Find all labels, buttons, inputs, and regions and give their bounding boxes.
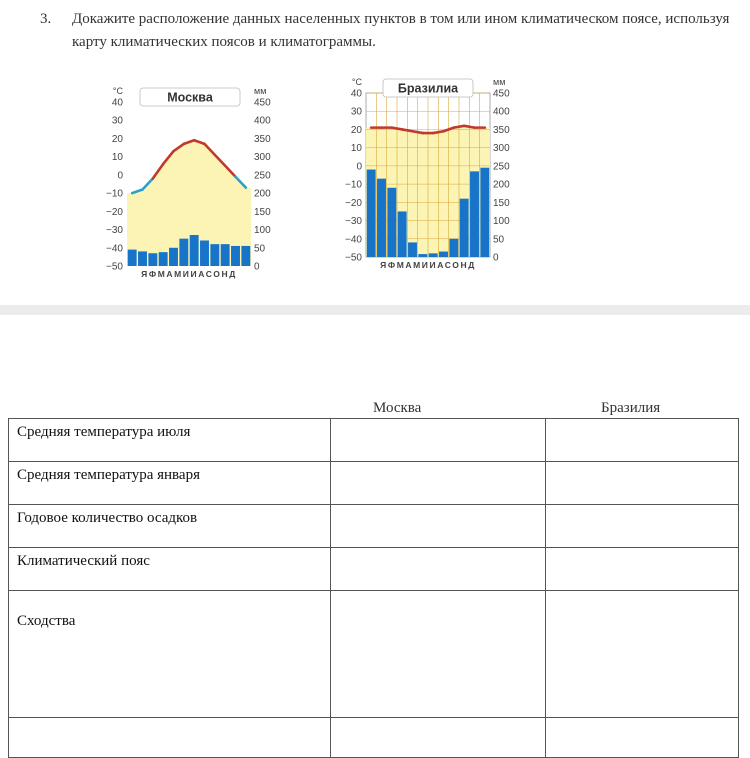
row-label: Средняя температура июля: [9, 419, 331, 462]
precipitation-tick-label: 450: [254, 97, 271, 109]
temperature-tick-label: −30: [106, 225, 123, 237]
answer-cell-moscow[interactable]: [331, 548, 546, 591]
answer-cell-brasilia[interactable]: [546, 462, 739, 505]
precipitation-tick-label: 300: [493, 143, 510, 155]
precipitation-bar: [241, 246, 250, 266]
temperature-tick-label: 40: [111, 97, 123, 109]
precipitation-bar: [377, 179, 386, 257]
table-row: [9, 591, 739, 718]
precipitation-tick-label: 300: [254, 152, 271, 164]
temperature-tick-label: 10: [350, 143, 362, 155]
column-header-brasilia: Бразилия: [601, 400, 661, 416]
row-label: Средняя температура января: [9, 462, 331, 505]
precipitation-bar: [159, 252, 168, 266]
table-row: [9, 505, 739, 548]
column-header-moscow: Москва: [373, 400, 422, 416]
precipitation-tick-label: 150: [493, 197, 510, 209]
precipitation-bar: [128, 250, 137, 266]
precipitation-tick-label: 200: [493, 179, 510, 191]
answer-cell-brasilia[interactable]: [546, 718, 739, 758]
temperature-tick-label: −50: [106, 261, 123, 273]
precipitation-bar: [179, 239, 188, 266]
answer-cell-moscow[interactable]: [331, 419, 546, 462]
temperature-tick-label: −10: [106, 188, 123, 200]
precipitation-bar: [387, 188, 396, 257]
climatogram-brasilia-svg: [335, 70, 520, 285]
temperature-tick-label: −40: [106, 243, 123, 255]
precipitation-bar: [190, 235, 199, 266]
precipitation-tick-label: 350: [493, 124, 510, 136]
temperature-tick-label: −10: [345, 179, 362, 191]
row-label: Климатический пояс: [9, 548, 331, 591]
precipitation-bar: [418, 254, 427, 257]
precipitation-bar: [148, 253, 157, 266]
temperature-tick-label: 40: [350, 88, 362, 100]
precipitation-tick-label: 450: [493, 88, 510, 100]
answer-cell-moscow[interactable]: [331, 505, 546, 548]
climatogram-brasilia: [335, 70, 520, 290]
task-number: 3.: [40, 11, 52, 27]
answer-cell-brasilia[interactable]: [546, 505, 739, 548]
temperature-line: [392, 128, 402, 130]
month-labels: ЯФМАМИИАСОНД: [141, 269, 237, 279]
precipitation-bar: [480, 168, 489, 257]
temperature-tick-label: 0: [356, 161, 362, 173]
precipitation-tick-label: 250: [254, 170, 271, 182]
precipitation-tick-label: 100: [254, 225, 271, 237]
section-divider: [0, 305, 750, 315]
temperature-line: [454, 126, 464, 128]
precipitation-tick-label: 350: [254, 133, 271, 145]
precipitation-bar: [408, 242, 417, 257]
answer-cell-moscow[interactable]: [331, 462, 546, 505]
table-row: [9, 419, 739, 462]
precipitation-bar: [470, 171, 479, 257]
temperature-tick-label: 0: [117, 170, 123, 182]
answer-cell-brasilia[interactable]: [546, 548, 739, 591]
temperature-tick-label: 20: [111, 133, 123, 145]
task-text: Докажите расположение данных населенных пунктов в том или ином климатическом поясе, используя карту климатических поясов и климатограммы.: [72, 11, 730, 50]
chart-title: Москва: [167, 90, 213, 105]
precipitation-bar: [449, 239, 458, 257]
temperature-tick-label: −20: [345, 197, 362, 209]
precipitation-tick-label: 200: [254, 188, 271, 200]
temperature-tick-label: −20: [106, 206, 123, 218]
temperature-line: [464, 126, 474, 128]
precipitation-bar: [200, 240, 209, 266]
temperature-tick-label: −30: [345, 216, 362, 228]
precipitation-tick-label: 100: [493, 216, 510, 228]
month-labels: ЯФМАМИИАСОНД: [380, 260, 476, 270]
table-row: [9, 548, 739, 591]
answer-cell-moscow[interactable]: [331, 591, 546, 718]
temperature-line: [413, 131, 423, 133]
precipitation-bar: [460, 199, 469, 257]
precipitation-tick-label: 400: [493, 106, 510, 118]
table-row: [9, 718, 739, 758]
comparison-table: [8, 418, 739, 758]
row-label: Сходства: [9, 591, 331, 718]
temperature-line: [433, 131, 443, 133]
chart-title: Бразилиа: [397, 81, 459, 96]
temperature-tick-label: 10: [111, 152, 123, 164]
precipitation-tick-label: 50: [493, 234, 505, 246]
precipitation-unit: мм: [254, 86, 267, 96]
temperature-tick-label: −40: [345, 234, 362, 246]
precipitation-tick-label: 50: [254, 243, 266, 255]
precipitation-tick-label: 0: [254, 261, 260, 273]
precipitation-tick-label: 400: [254, 115, 271, 127]
precipitation-bar: [439, 252, 448, 257]
precipitation-unit: мм: [493, 77, 506, 87]
row-label: Годовое количество осадков: [9, 505, 331, 548]
table-row: [9, 462, 739, 505]
temperature-tick-label: 30: [350, 106, 362, 118]
precipitation-bar: [138, 251, 147, 266]
precipitation-bar: [367, 170, 376, 257]
climatogram-moscow-svg: [100, 80, 285, 285]
precipitation-bar: [221, 244, 230, 266]
temperature-tick-label: 30: [111, 115, 123, 127]
temperature-unit: °С: [112, 86, 123, 96]
row-label: [9, 718, 331, 758]
temperature-unit: °С: [351, 77, 362, 87]
precipitation-bar: [169, 248, 178, 266]
precipitation-tick-label: 0: [493, 252, 499, 264]
answer-cell-brasilia[interactable]: [546, 591, 739, 718]
temperature-line: [402, 129, 412, 131]
answer-cell-moscow[interactable]: [331, 718, 546, 758]
precipitation-bar: [231, 246, 240, 266]
precipitation-bar: [210, 244, 219, 266]
precipitation-tick-label: 250: [493, 161, 510, 173]
temperature-tick-label: 20: [350, 124, 362, 136]
temperature-tick-label: −50: [345, 252, 362, 264]
answer-cell-brasilia[interactable]: [546, 419, 739, 462]
precipitation-bar: [429, 253, 438, 257]
precipitation-bar: [398, 211, 407, 257]
climatogram-moscow: [100, 80, 285, 290]
precipitation-tick-label: 150: [254, 206, 271, 218]
